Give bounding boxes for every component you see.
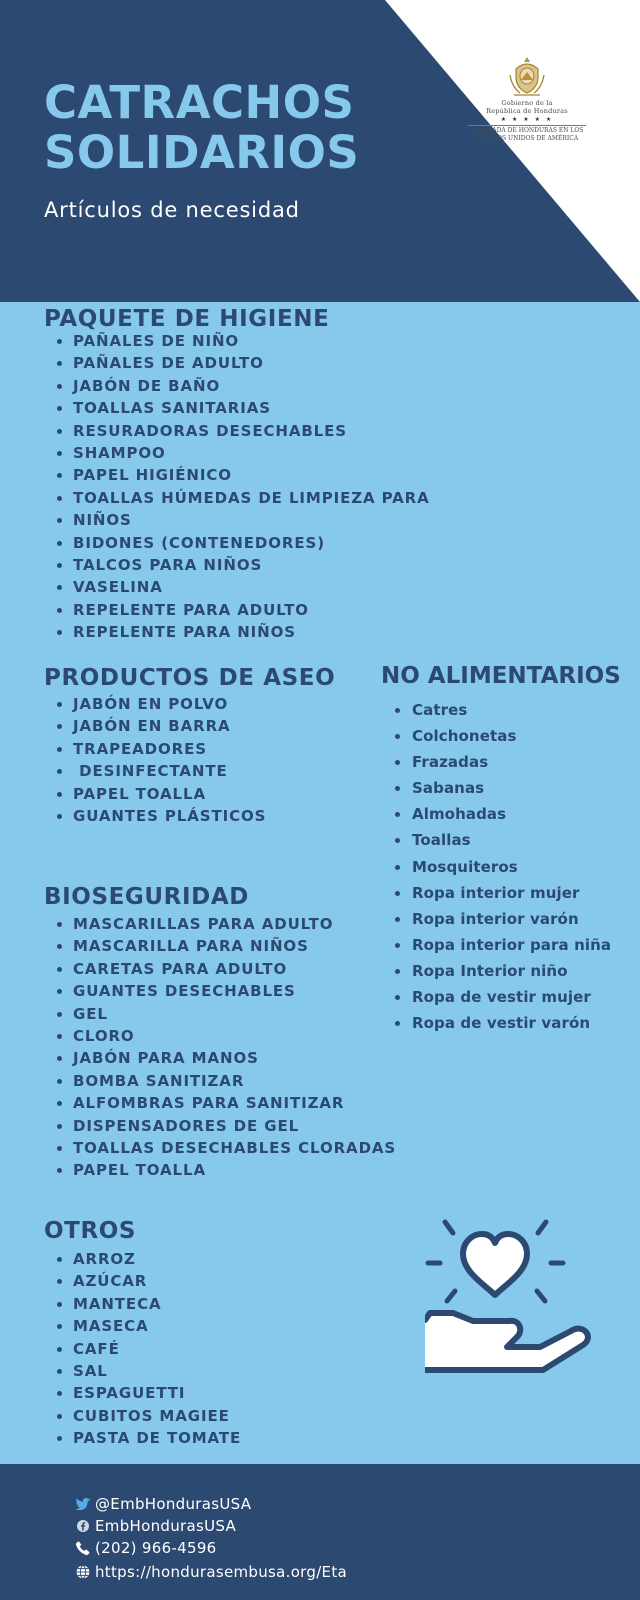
list-item: TALCOS PARA NIÑOS	[44, 554, 430, 576]
page-subtitle: Artículos de necesidad	[44, 198, 300, 222]
section-title-bioseguridad: BIOSEGURIDAD	[44, 884, 249, 910]
list-aseo	[44, 693, 266, 827]
list-item: DISPENSADORES DE GEL	[44, 1115, 396, 1137]
list-item: AZÚCAR	[44, 1270, 241, 1292]
list-item: MASCARILLA PARA NIÑOS	[44, 935, 396, 957]
list-item: TOALLAS HÚMEDAS DE LIMPIEZA PARA	[44, 487, 430, 509]
emblem-divider	[468, 125, 586, 126]
page-title	[44, 78, 359, 178]
list-item: MASECA	[44, 1315, 241, 1337]
twitter-icon	[74, 1495, 92, 1513]
emblem-embassy-line-2: ESTADOS UNIDOS DE AMÉRICA	[475, 135, 579, 142]
emblem-embassy-line-1: EMBAJADA DE HONDURAS EN LOS	[470, 127, 584, 134]
list-item: MASCARILLAS PARA ADULTO	[44, 913, 396, 935]
embassy-emblem	[462, 55, 592, 143]
list-item: Ropa de vestir mujer	[381, 984, 611, 1010]
list-item: SHAMPOO	[44, 442, 430, 464]
list-item: Ropa interior para niña	[381, 932, 611, 958]
facebook-icon	[74, 1517, 92, 1535]
list-bioseguridad	[44, 913, 396, 1182]
list-item: JABÓN EN POLVO	[44, 693, 266, 715]
list-item: NIÑOS	[44, 509, 430, 531]
list-item: GUANTES PLÁSTICOS	[44, 805, 266, 827]
list-item: BOMBA SANITIZAR	[44, 1070, 396, 1092]
list-item: BIDONES (CONTENEDORES)	[44, 532, 430, 554]
list-item: Ropa de vestir varón	[381, 1010, 611, 1036]
list-item: JABÓN PARA MANOS	[44, 1047, 396, 1069]
list-item: MANTECA	[44, 1293, 241, 1315]
globe-icon	[74, 1563, 92, 1581]
list-item: REPELENTE PARA NIÑOS	[44, 621, 430, 643]
website-contact[interactable]	[74, 1561, 347, 1583]
list-otros	[44, 1248, 241, 1450]
list-item: Ropa interior varón	[381, 906, 611, 932]
section-title-higiene: PAQUETE DE HIGIENE	[44, 306, 330, 332]
list-item: TOALLAS DESECHABLES CLORADAS	[44, 1137, 396, 1159]
coat-of-arms-icon	[506, 55, 548, 99]
list-item: JABÓN EN BARRA	[44, 715, 266, 737]
section-title-aseo: PRODUCTOS DE ASEO	[44, 665, 336, 691]
emblem-government-line-2: República de Honduras	[486, 107, 568, 115]
list-item: SAL	[44, 1360, 241, 1382]
title-line-1: CATRACHOS	[44, 76, 355, 129]
list-item: TOALLAS SANITARIAS	[44, 397, 430, 419]
list-item: DESINFECTANTE	[44, 760, 266, 782]
list-item: Colchonetas	[381, 723, 611, 749]
list-item: JABÓN DE BAÑO	[44, 375, 430, 397]
list-higiene	[44, 330, 430, 644]
emblem-stars: ★ ★ ★ ★ ★	[500, 116, 554, 123]
facebook-contact[interactable]	[74, 1515, 236, 1537]
list-item: CLORO	[44, 1025, 396, 1047]
list-item: CAFÉ	[44, 1338, 241, 1360]
list-item: Frazadas	[381, 749, 611, 775]
list-item: PAPEL TOALLA	[44, 1159, 396, 1181]
list-item: PAÑALES DE NIÑO	[44, 330, 430, 352]
section-title-no-alimentarios: NO ALIMENTARIOS	[381, 663, 621, 689]
list-item: PAPEL HIGIÉNICO	[44, 464, 430, 486]
twitter-contact[interactable]	[74, 1493, 251, 1515]
list-item: GUANTES DESECHABLES	[44, 980, 396, 1002]
list-item: ARROZ	[44, 1248, 241, 1270]
title-line-2: SOLIDARIOS	[44, 126, 360, 179]
phone-contact[interactable]	[74, 1537, 217, 1559]
list-item: Ropa interior mujer	[381, 880, 611, 906]
list-item: TRAPEADORES	[44, 738, 266, 760]
list-item: ALFOMBRAS PARA SANITIZAR	[44, 1092, 396, 1114]
list-item: Ropa Interior niño	[381, 958, 611, 984]
list-item: ESPAGUETTI	[44, 1382, 241, 1404]
twitter-handle: @EmbHondurasUSA	[95, 1495, 252, 1513]
phone-number: (202) 966-4596	[95, 1539, 217, 1557]
list-item: Toallas	[381, 827, 611, 853]
emblem-government-line-1: Gobierno de la	[501, 99, 553, 107]
list-item: VASELINA	[44, 576, 430, 598]
list-item: PAPEL TOALLA	[44, 783, 266, 805]
list-item: GEL	[44, 1003, 396, 1025]
list-item: RESURADORAS DESECHABLES	[44, 420, 430, 442]
facebook-handle: EmbHondurasUSA	[95, 1517, 237, 1535]
list-item: CARETAS PARA ADULTO	[44, 958, 396, 980]
list-item: PASTA DE TOMATE	[44, 1427, 241, 1449]
list-item: REPELENTE PARA ADULTO	[44, 599, 430, 621]
website-url: https://hondurasembusa.org/Eta	[95, 1563, 348, 1581]
header-banner	[0, 0, 640, 302]
list-item: Sabanas	[381, 775, 611, 801]
heart-in-hand-icon	[425, 1215, 605, 1385]
list-item: PAÑALES DE ADULTO	[44, 352, 430, 374]
list-item: Mosquiteros	[381, 854, 611, 880]
list-item: Almohadas	[381, 801, 611, 827]
list-item: Catres	[381, 697, 611, 723]
list-no-alimentarios	[381, 697, 611, 1036]
section-title-otros: OTROS	[44, 1218, 137, 1244]
list-item: CUBITOS MAGIEE	[44, 1405, 241, 1427]
phone-icon	[74, 1539, 92, 1557]
